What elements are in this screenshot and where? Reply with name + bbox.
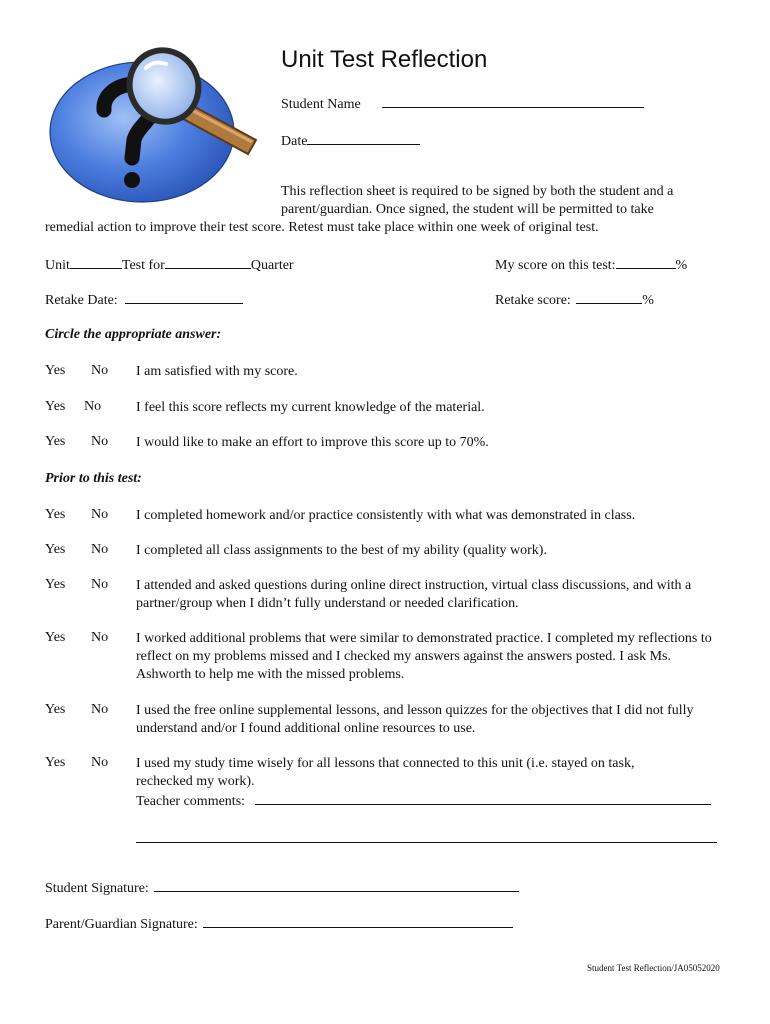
answer-no[interactable]: No [91, 577, 109, 592]
answer-no[interactable]: No [91, 507, 109, 522]
student-signature-field[interactable] [154, 879, 519, 892]
answer-yes[interactable]: Yes [45, 507, 66, 522]
retake-score-percent: % [642, 293, 654, 308]
retake-date-row [45, 291, 243, 309]
parent-signature-label: Parent/Guardian Signature: [45, 917, 198, 932]
answer-yes[interactable]: Yes [45, 434, 66, 449]
answer-no[interactable]: No [91, 363, 109, 378]
magnifying-glass-question-icon [42, 40, 270, 210]
answer-no[interactable]: No [91, 542, 109, 557]
retake-date-field[interactable] [125, 291, 243, 304]
answer-no[interactable]: No [91, 755, 109, 770]
my-score-percent: % [675, 258, 688, 273]
intro-line-3: remedial action to improve their test score. Retest must take place within one week of original test. [45, 220, 599, 235]
student-name-field[interactable] [382, 95, 644, 108]
answer-yes[interactable]: Yes [45, 399, 66, 414]
parent-signature-row [45, 915, 513, 933]
student-signature-label: Student Signature: [45, 881, 149, 896]
answer-no[interactable]: No [91, 702, 109, 717]
quarter-label: Quarter [250, 258, 294, 273]
answer-no[interactable]: No [91, 630, 109, 645]
statement-text: I completed all class assignments to the best of my ability (quality work). [136, 543, 547, 558]
date-row [281, 132, 420, 150]
retake-score-row [495, 291, 654, 309]
date-label: Date [281, 134, 308, 149]
my-score-row [495, 256, 687, 274]
unit-field[interactable] [70, 256, 122, 269]
test-for-label: Test for [121, 258, 165, 273]
intro-line-1: This reflection sheet is required to be signed by both the student and a [281, 184, 674, 199]
retake-score-field[interactable] [576, 291, 642, 304]
retake-score-label: Retake score: [495, 293, 571, 308]
student-name-label: Student Name [281, 97, 361, 112]
statement-text: I am satisfied with my score. [136, 364, 298, 379]
teacher-comments-label: Teacher comments: [136, 794, 246, 809]
answer-yes[interactable]: Yes [45, 630, 66, 645]
answer-yes[interactable]: Yes [45, 577, 66, 592]
intro-line-2: parent/guardian. Once signed, the student will be permitted to take [281, 202, 654, 217]
answer-no[interactable]: No [84, 399, 102, 414]
answer-yes[interactable]: Yes [45, 702, 66, 717]
section-heading-circle: Circle the appropriate answer: [45, 327, 222, 342]
answer-yes[interactable]: Yes [45, 363, 66, 378]
retake-date-label: Retake Date: [45, 293, 118, 308]
my-score-label: My score on this test: [495, 258, 616, 273]
teacher-comments-row [136, 792, 711, 810]
unit-row [45, 256, 294, 274]
parent-signature-field[interactable] [203, 915, 513, 928]
statement-text: I used the free online supplemental lessons, and lesson quizzes for the objectives that I did not fully understand and/or I found additional online resources to use. [136, 703, 694, 736]
teacher-comments-field[interactable] [255, 792, 711, 805]
statement-text: I would like to make an effort to improve this score up to 70%. [136, 435, 489, 450]
answer-no[interactable]: No [91, 434, 109, 449]
student-name-row [281, 95, 644, 113]
unit-label: Unit [45, 258, 70, 273]
answer-yes[interactable]: Yes [45, 755, 66, 770]
footer-text: Student Test Reflection/JA05052020 [587, 963, 720, 973]
student-signature-row [45, 879, 519, 897]
statement-text: I completed homework and/or practice consistently with what was demonstrated in class. [136, 508, 636, 523]
statement-text: I used my study time wisely for all lessons that connected to this unit (i.e. stayed on task, rechecked my work). [136, 756, 635, 789]
statement-text: I worked additional problems that were similar to demonstrated practice. I completed my reflections to reflect on my problems missed and I checked my answers against the answers posted. I ask Ms. Ashworth to help me with the missed problems. [136, 631, 712, 682]
page-title: Unit Test Reflection [281, 46, 488, 73]
teacher-comments-line-2[interactable] [136, 842, 717, 843]
date-field[interactable] [307, 132, 420, 145]
statement-text: I feel this score reflects my current knowledge of the material. [136, 400, 485, 415]
statement-text: I attended and asked questions during online direct instruction, virtual class discussions, and with a partner/group when I didn’t fully understand or needed clarification. [136, 578, 692, 611]
answer-yes[interactable]: Yes [45, 542, 66, 557]
test-for-field[interactable] [165, 256, 251, 269]
section-heading-prior: Prior to this test: [45, 471, 142, 486]
my-score-field[interactable] [616, 256, 676, 269]
